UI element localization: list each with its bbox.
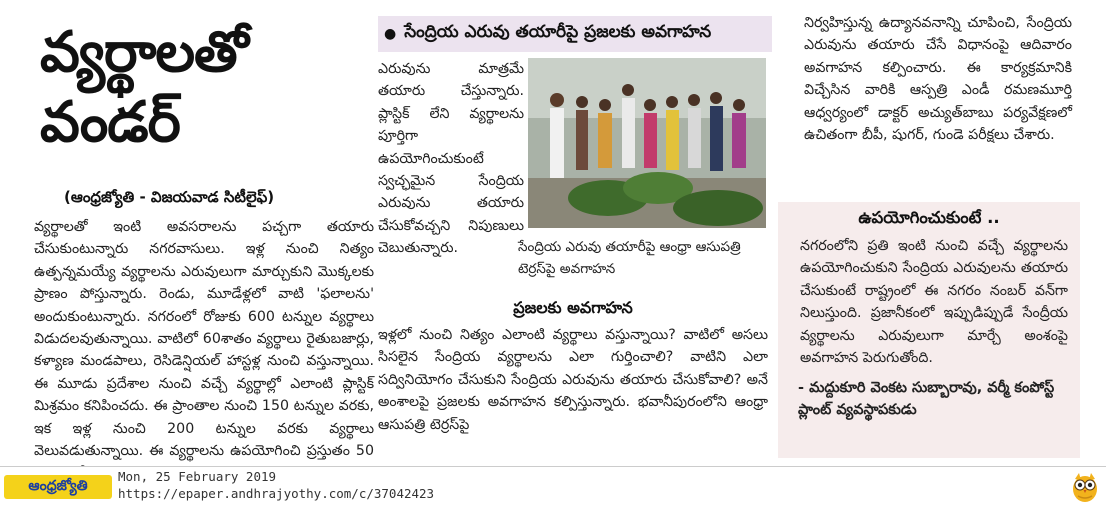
news-photo	[528, 58, 766, 228]
owl-icon	[1070, 471, 1100, 503]
photo-caption: సేంద్రియ ఎరువు తయారీపై ఆంధ్రా ఆసుపత్రి టెర్రస్‌పై అవగాహన	[518, 239, 741, 277]
bullet-icon: ●	[384, 26, 397, 42]
logo-text: ఆంధ్రజ్యోతి	[28, 477, 88, 494]
byline: (ఆంధ్రజ్యోతి - విజయవాడ సిటీలైఫ్)	[64, 188, 275, 206]
epaper-link[interactable]: https://epaper.andhrajyothy.com/c/37042423	[118, 486, 435, 501]
body-text-column-1: వ్యర్థాలతో ఇంటి అవసరాలను పచ్చగా తయారు చేసుకుంటున్నారు నగరవాసులు. ఇళ్ల నుంచి నిత్యం ఉత్పన్నమయ్యే వ్యర్థాలను ఎరువులుగా మార్చుకుని మొక్కలకు ప్రాణం పోస్తున్నారు. రెండు, మూడేళ్లలో వాటి 'ఫలాలను' అందుకుంటున్నారు. నగరంలో రోజుకు 600 టన్నుల వ్యర్థాలు విడుదలవుతున్నాయి. వాటిలో 60శాతం వ్యర్థాలు రైతుబజార్లు, కళ్యాణ మండపాలు, రెసిడెన్షియల్ హాస్టళ్ల నుంచి వస్తున్నాయి. ఈ మూడు ప్రదేశాల నుంచి వచ్చే వ్యర్థాల్లో ఎలాంటి ప్లాస్టిక్ మిశ్రమం కనిపించదు. ఈ ప్రాంతాల నుంచి 150 టన్నుల వరకు, ఇక ఇళ్ల నుంచి 200 టన్నుల వరకు వ్యర్థాలు వెలువడుతున్నాయి. ఈ వ్యర్థాలను ఉపయోగించి ప్రస్తుతం 50	[34, 219, 374, 460]
column-1	[34, 0, 374, 466]
section-title: సేంద్రియ ఎరువు తయారీపై ప్రజలకు అవగాహన	[404, 22, 712, 42]
body-text-column-3: నిర్వహిస్తున్న ఉద్యానవనాన్ని చూపించి, సేంద్రియ ఎరువును తయారు చేసే విధానంపై ఆదివారం అవగాహన కల్పించారు. ఈ కార్యక్రమానికి విచ్చేసిన వారికి ఆస్పత్రి ఎండీ రమణమూర్తి ఆధ్వర్యంలో డాక్టర్ అచ్యుత్‌బాబు పర్యవేక్షణలో ఉచితంగా బీపీ, షుగర్, గుండె పరీక్షలు చేశారు.	[804, 15, 1072, 144]
body-text-column-2-bottom: ఇళ్లలో నుంచి నిత్యం ఎలాంటి వ్యర్థాలు వస్తున్నాయి? వాటిలో అసలు సిసలైన సేంద్రియ వ్యర్థాలను ఎలా గుర్తించాలి? వాటిని ఎలా సద్వినియోగం చేసుకుని సేంద్రియ ఎరువును తయారు చేసుకోవాలి? అనే అంశాలపై ప్రజలకు అవగాహన కల్పిస్తున్నారు. భవానీపురంలోని ఆంధ్రా ఆసుపత్రి టెర్రస్‌పై	[378, 327, 768, 433]
sub-heading: ప్రజలకు అవగాహన	[513, 298, 633, 317]
column-2	[378, 0, 772, 466]
body-text-column-2: ఎరువును మాత్రమే తయారు చేస్తున్నారు. ప్లాస్టిక్ లేని వ్యర్థాలను పూర్తిగా ఉపయోగించుకుంటే స్వచ్ఛమైన సేంద్రియ ఎరువును తయారు చేసుకోవచ్చని నిపుణులు చెబుతున్నారు.	[378, 61, 524, 257]
headline: వ్యర్థాలతో వండర్	[40, 20, 248, 155]
publication-date: Mon, 25 February 2019	[118, 469, 277, 484]
logo[interactable]	[4, 475, 112, 499]
sidebar-text: నగరంలోని ప్రతి ఇంటి నుంచి వచ్చే వ్యర్థాలను ఉపయోగించుకుని సేంద్రియ ఎరువులను తయారు చేసుకుంటే రాష్ట్రంలో ఈ నగరం నంబర్ వన్‌గా నిలుస్తుంది. ప్రజానీకంలో ఇప్పుడిప్పుడే సేంద్రీయ వ్యర్థాలను ఎరువులుగా మార్చే అంశంపై అవగాహన పెరుగుతోంది.	[800, 238, 1068, 367]
footer	[0, 467, 1106, 506]
sidebar-heading: ఉపయోగించుకుంటే ..	[858, 208, 1000, 227]
quote-attribution: - మద్దుకూరి వెంకట సుబ్బారావు, వర్మీ కంపోస్ట్ ప్లాంట్ వ్యవస్థాపకుడు	[798, 380, 1055, 419]
section-title-bar	[378, 16, 772, 52]
sidebar-box	[778, 202, 1080, 458]
